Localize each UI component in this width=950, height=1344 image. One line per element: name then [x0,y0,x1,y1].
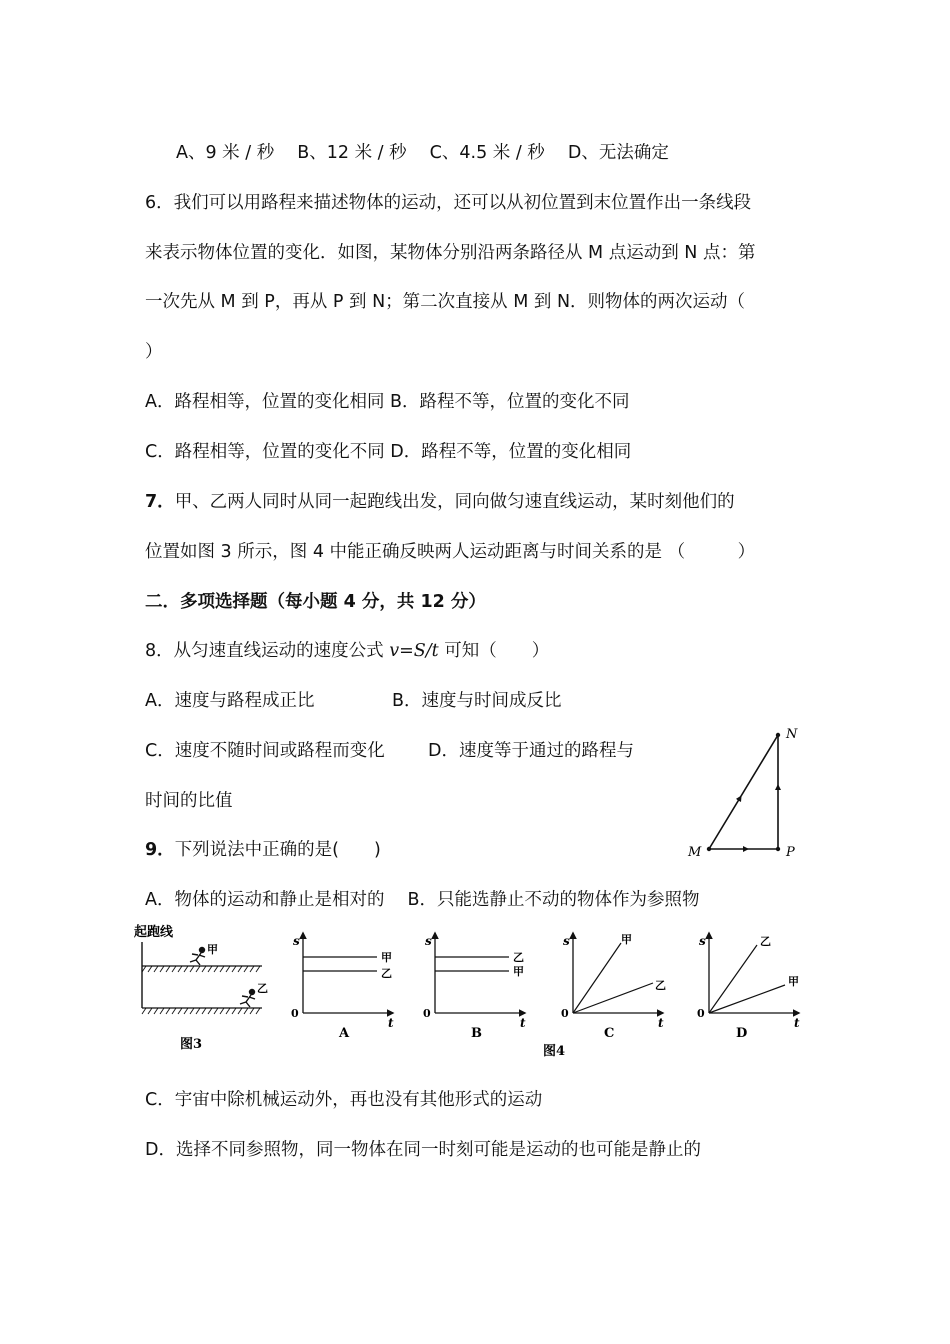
fig3-caption: 图3 [180,1037,203,1052]
graph-c [561,933,666,1041]
runner-jia-icon [190,948,205,966]
q8-option-a: A．速度与路程成正比 [145,691,315,711]
fig3-jia-label: 甲 [207,943,218,956]
svg-text:t: t [658,1016,664,1030]
q7-stem-text: 甲、乙两人同时从同一起跑线出发，同向做匀速直线运动，某时刻他们的 [174,492,735,512]
q8-formula: v=S/t [389,641,439,661]
q8-stem-pre: 8．从匀速直线运动的速度公式 [145,641,390,661]
q9-options-ab: A．物体的运动和静止是相对的 B．只能选静止不动的物体作为参照物 [145,890,700,910]
q9-number: 9． [145,840,175,860]
q6-stem-line4: ） [145,342,163,362]
label-n: N [786,727,798,742]
q6-stem-line1: 6．我们可以用路程来描述物体的运动，还可以从初位置到末位置作出一条线段 [145,193,752,213]
q9-option-d: D．选择不同参照物，同一物体在同一时刻可能是运动的也可能是静止的 [145,1140,701,1160]
svg-text:0: 0 [561,1007,569,1020]
q7-stem-line2: 位置如图 3 所示，图 4 中能正确反映两人运动距离与时间关系的是 （ ） [145,542,756,562]
q8-option-c: C．速度不随时间或路程而变化 [145,741,385,761]
svg-text:甲: 甲 [513,965,524,978]
mnp-path-figure [680,725,810,865]
svg-text:s: s [563,934,570,948]
svg-text:乙: 乙 [760,935,771,948]
svg-text:t: t [794,1016,800,1030]
runner-yi-icon [240,990,255,1008]
svg-text:甲: 甲 [788,975,799,988]
svg-text:甲: 甲 [381,951,392,964]
svg-text:乙: 乙 [381,967,392,980]
figure-3 [130,920,275,1060]
q9-stem [145,836,381,861]
q5-options: A、9 米 / 秒 B、12 米 / 秒 C、4.5 米 / 秒 D、无法确定 [176,143,669,163]
q6-stem-line2: 来表示物体位置的变化．如图，某物体分别沿两条路径从 M 点运动到 N 点：第 [145,243,756,263]
q8-option-d: D．速度等于通过的路程与 [428,741,634,761]
q9-stem-text: 下列说法中正确的是( ) [174,840,381,860]
q6-options-cd: C．路程相等，位置的变化不同 D．路程不等，位置的变化相同 [145,442,632,462]
q7-number: 7． [145,492,175,512]
section-heading: 二．多项选择题（每小题 4 分，共 12 分） [145,592,486,612]
svg-text:s: s [425,934,432,948]
label-m: M [688,845,702,860]
q6-options-ab: A．路程相等，位置的变化相同 B．路程不等，位置的变化不同 [145,392,630,412]
fig3-yi-label: 乙 [257,982,268,995]
graph-a [291,933,394,1041]
svg-text:s: s [699,934,706,948]
fig3-title: 起跑线 [134,925,174,940]
q8-stem [145,637,549,662]
q8-stem-post: 可知（ ） [438,641,550,661]
svg-text:0: 0 [423,1007,431,1020]
graph-d [697,933,800,1041]
svg-text:s: s [293,934,300,948]
q6-stem-line3: 一次先从 M 到 P，再从 P 到 N；第二次直接从 M 到 N．则物体的两次运动（ [145,292,746,312]
svg-text:t: t [520,1016,526,1030]
path-m-to-n [709,735,778,849]
svg-text:0: 0 [291,1007,299,1020]
svg-text:乙: 乙 [655,979,666,992]
label-p: P [786,845,795,860]
svg-text:0: 0 [697,1007,705,1020]
svg-text:t: t [388,1016,394,1030]
svg-text:乙: 乙 [513,951,524,964]
graph-b-label: B [471,1026,482,1041]
q8-option-b: B．速度与时间成反比 [392,691,562,711]
figure-4 [285,925,815,1065]
graph-b [423,933,526,1041]
graph-d-label: D [736,1026,748,1041]
fig4-caption: 图4 [543,1044,566,1059]
q8-option-d-cont: 时间的比值 [145,791,233,811]
graph-a-label: A [339,1026,350,1041]
graph-c-label: C [604,1026,615,1041]
q9-option-c: C．宇宙中除机械运动外，再也没有其他形式的运动 [145,1090,543,1110]
q7-stem-line1 [145,488,735,513]
svg-text:甲: 甲 [621,933,632,946]
